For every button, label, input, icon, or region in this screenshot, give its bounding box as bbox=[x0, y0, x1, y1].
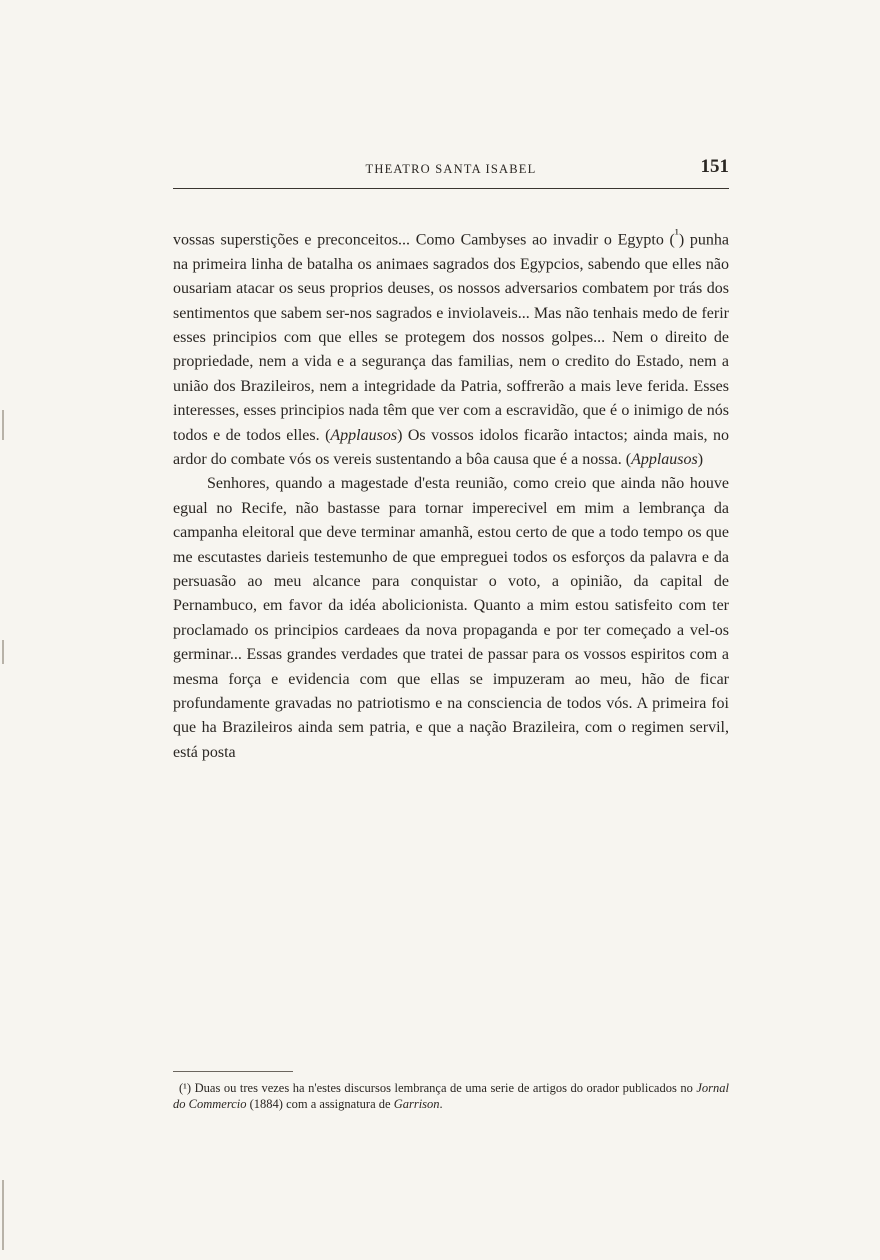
running-title: THEATRO SANTA ISABEL bbox=[365, 162, 537, 176]
page-number: 151 bbox=[700, 156, 729, 177]
paragraph-1-part-d: ) bbox=[697, 450, 704, 468]
footnote-signature: Garrison bbox=[393, 1097, 440, 1111]
footnote-text-c: . bbox=[439, 1097, 443, 1111]
paragraph-2: Senhores, quando a magestade d'esta reunião, como creio que ainda não houve egual no Recife, não bastasse para tornar imperecivel em mim a lembrança da campanha eleitoral que deve terminar amanhã, estou certo de que a todo tempo os que me escutastes darieis testemunho de que empreguei todos os esforços da palavra e da persuasão ao meu alcance para conquistar o voto, a opinião, da capital de Pernambuco, em favor da idéa abolicionista. Quanto a mim estou satisfeito com ter proclamado os principios cardeaes da nova propaganda e por ter começado a vel-os germinar... Essas grandes verdades que tratei de passar para os vossos espiritos com a mesma força e evidencia com que ellas se impuzeram ao meu, hão de ficar profundamente gravadas no patriotismo e na consciencia de todos vós. A primeira foi que ha Brazileiros ainda sem patria, e que a nação Brazileira, com o regimen servil, está posta bbox=[173, 475, 729, 761]
footnote bbox=[173, 1080, 729, 1112]
paragraph-1-part-a: vossas superstições e preconceitos... Como Cambyses ao invadir o Egypto ( bbox=[173, 231, 675, 249]
applause-note: Applausos bbox=[631, 450, 698, 468]
scan-edge-mark bbox=[2, 1180, 4, 1250]
footnote-text-b: (1884) com a assignatura de bbox=[246, 1097, 394, 1111]
page-header bbox=[173, 156, 729, 182]
body-text bbox=[173, 222, 729, 765]
paragraph-1-part-b: ) punha na primeira linha de batalha os animaes sagrados dos Egypcios, sabendo que elles não ousariam atacar os seus proprios deuses, os nossos adversarios combatem por trás dos sentimentos que sabem ser-nos sagrados e inviolaveis... Mas não tenhais medo de ferir esses principios com que elles se protegem dos nossos golpes... Nem o direito de propriedade, nem a vida e a segurança das familias, nem o credito do Estado, nem a união dos Brazileiros, nem a integridade da Patria, soffrerão a mais leve ferida. Esses interesses, esses principios nada têm que ver com a escravidão, que é o inimigo de nós todos e de todos elles. ( bbox=[173, 231, 729, 444]
scan-edge-mark bbox=[2, 640, 4, 664]
paragraph-1-part-c: ) Os vossos idolos ficarão intactos; ainda mais, no ardor do combate vós os vereis sustentando a bôa causa que é a nossa. ( bbox=[173, 426, 729, 468]
header-rule bbox=[173, 188, 729, 189]
footnote-rule bbox=[173, 1071, 293, 1072]
footnote-mark: (¹) bbox=[179, 1081, 192, 1095]
applause-note: Applausos bbox=[330, 426, 398, 444]
scan-edge-mark bbox=[2, 410, 4, 440]
footnote-text-a: Duas ou tres vezes ha n'estes discursos lembrança de uma serie de artigos do orador publicados no bbox=[194, 1081, 697, 1095]
paragraph-1 bbox=[173, 222, 729, 472]
footnote-reference: ¹ bbox=[674, 226, 679, 241]
footnote-journal: Jornal do Commercio bbox=[173, 1081, 730, 1111]
